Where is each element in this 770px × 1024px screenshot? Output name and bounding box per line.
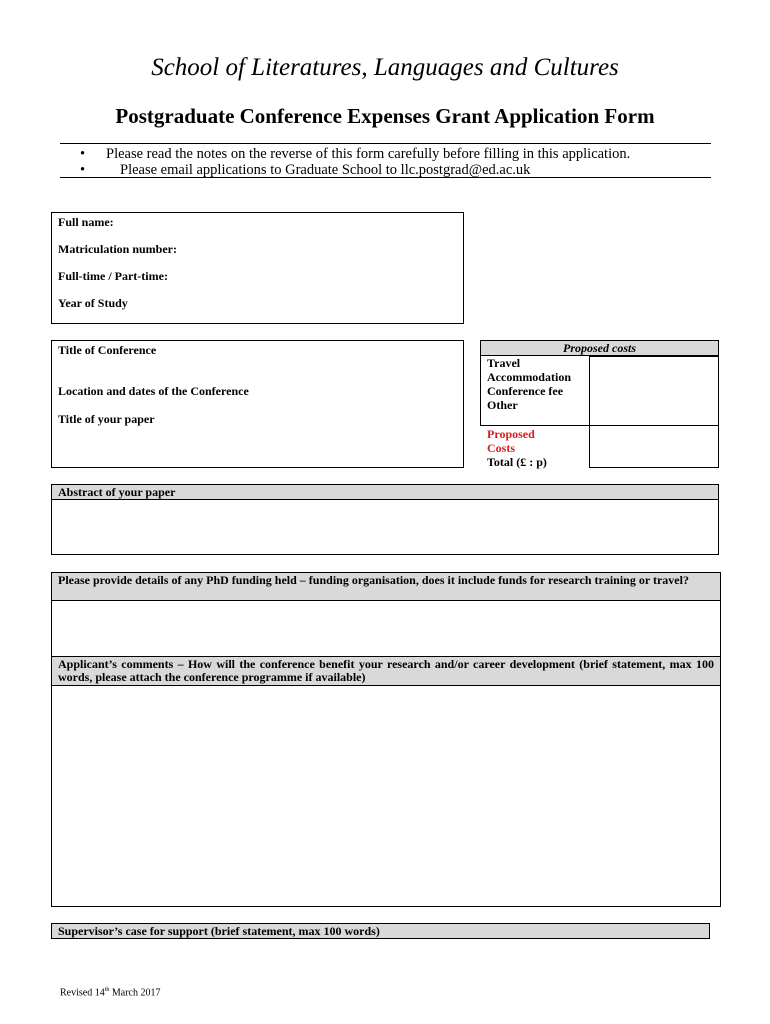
abstract-header: Abstract of your paper [51, 484, 719, 500]
note-2 [80, 162, 530, 178]
bullet-icon: • [80, 146, 86, 162]
note-2-text: Please email applications to Graduate School to llc.postgrad@ed.ac.uk [120, 162, 531, 178]
funding-header: Please provide details of any PhD funding held – funding organisation, does it include funds for research training or travel? [51, 572, 721, 601]
proposed-label: Proposed [487, 427, 535, 441]
cost-items [487, 356, 571, 412]
cost-items-amount-cell[interactable] [589, 356, 719, 426]
conference-details-box[interactable] [51, 340, 464, 468]
study-mode-label: Full-time / Part-time: [58, 269, 168, 283]
cost-item-accommodation: Accommodation [487, 370, 571, 384]
conference-location-label: Location and dates of the Conference [58, 384, 249, 398]
revised-suffix: March 2017 [109, 987, 161, 999]
cost-item-conference-fee: Conference fee [487, 384, 564, 398]
costs-label: Costs [487, 441, 516, 455]
applicant-details-box[interactable] [51, 212, 464, 324]
proposed-costs-header: Proposed costs [480, 340, 719, 356]
year-of-study-label: Year of Study [58, 296, 128, 310]
form-title: Postgraduate Conference Expenses Grant Application Form [115, 104, 655, 128]
revised-prefix: Revised 14 [60, 987, 105, 999]
school-name: School of Literatures, Languages and Cultures [151, 54, 619, 81]
costs-left-border [480, 356, 481, 426]
matric-label: Matriculation number: [58, 242, 177, 256]
conference-title-label: Title of Conference [58, 343, 157, 357]
cost-item-travel: Travel [487, 356, 521, 370]
funding-field[interactable] [51, 600, 721, 657]
cost-item-other: Other [487, 398, 518, 412]
paper-title-label: Title of your paper [58, 412, 155, 426]
supervisor-header[interactable]: Supervisor’s case for support (brief statement, max 100 words) [51, 923, 710, 939]
total-label-block [487, 427, 547, 469]
divider-bottom [60, 177, 711, 178]
revised-date [60, 987, 161, 998]
total-label: Total (£ : p) [487, 455, 547, 469]
revised-sup: th [104, 987, 110, 993]
bullet-icon: • [80, 162, 86, 178]
total-amount-cell[interactable] [589, 425, 719, 468]
comments-field[interactable] [51, 685, 721, 907]
note-1 [80, 146, 630, 162]
full-name-label: Full name: [58, 215, 114, 229]
divider-top [60, 143, 711, 144]
abstract-field[interactable] [51, 499, 719, 555]
comments-header: Applicant’s comments – How will the conference benefit your research and/or career development (brief statement, max 100 words, please attach the conference programme if available) [51, 656, 721, 686]
note-1-text: Please read the notes on the reverse of this form carefully before filling in this application. [106, 146, 631, 162]
